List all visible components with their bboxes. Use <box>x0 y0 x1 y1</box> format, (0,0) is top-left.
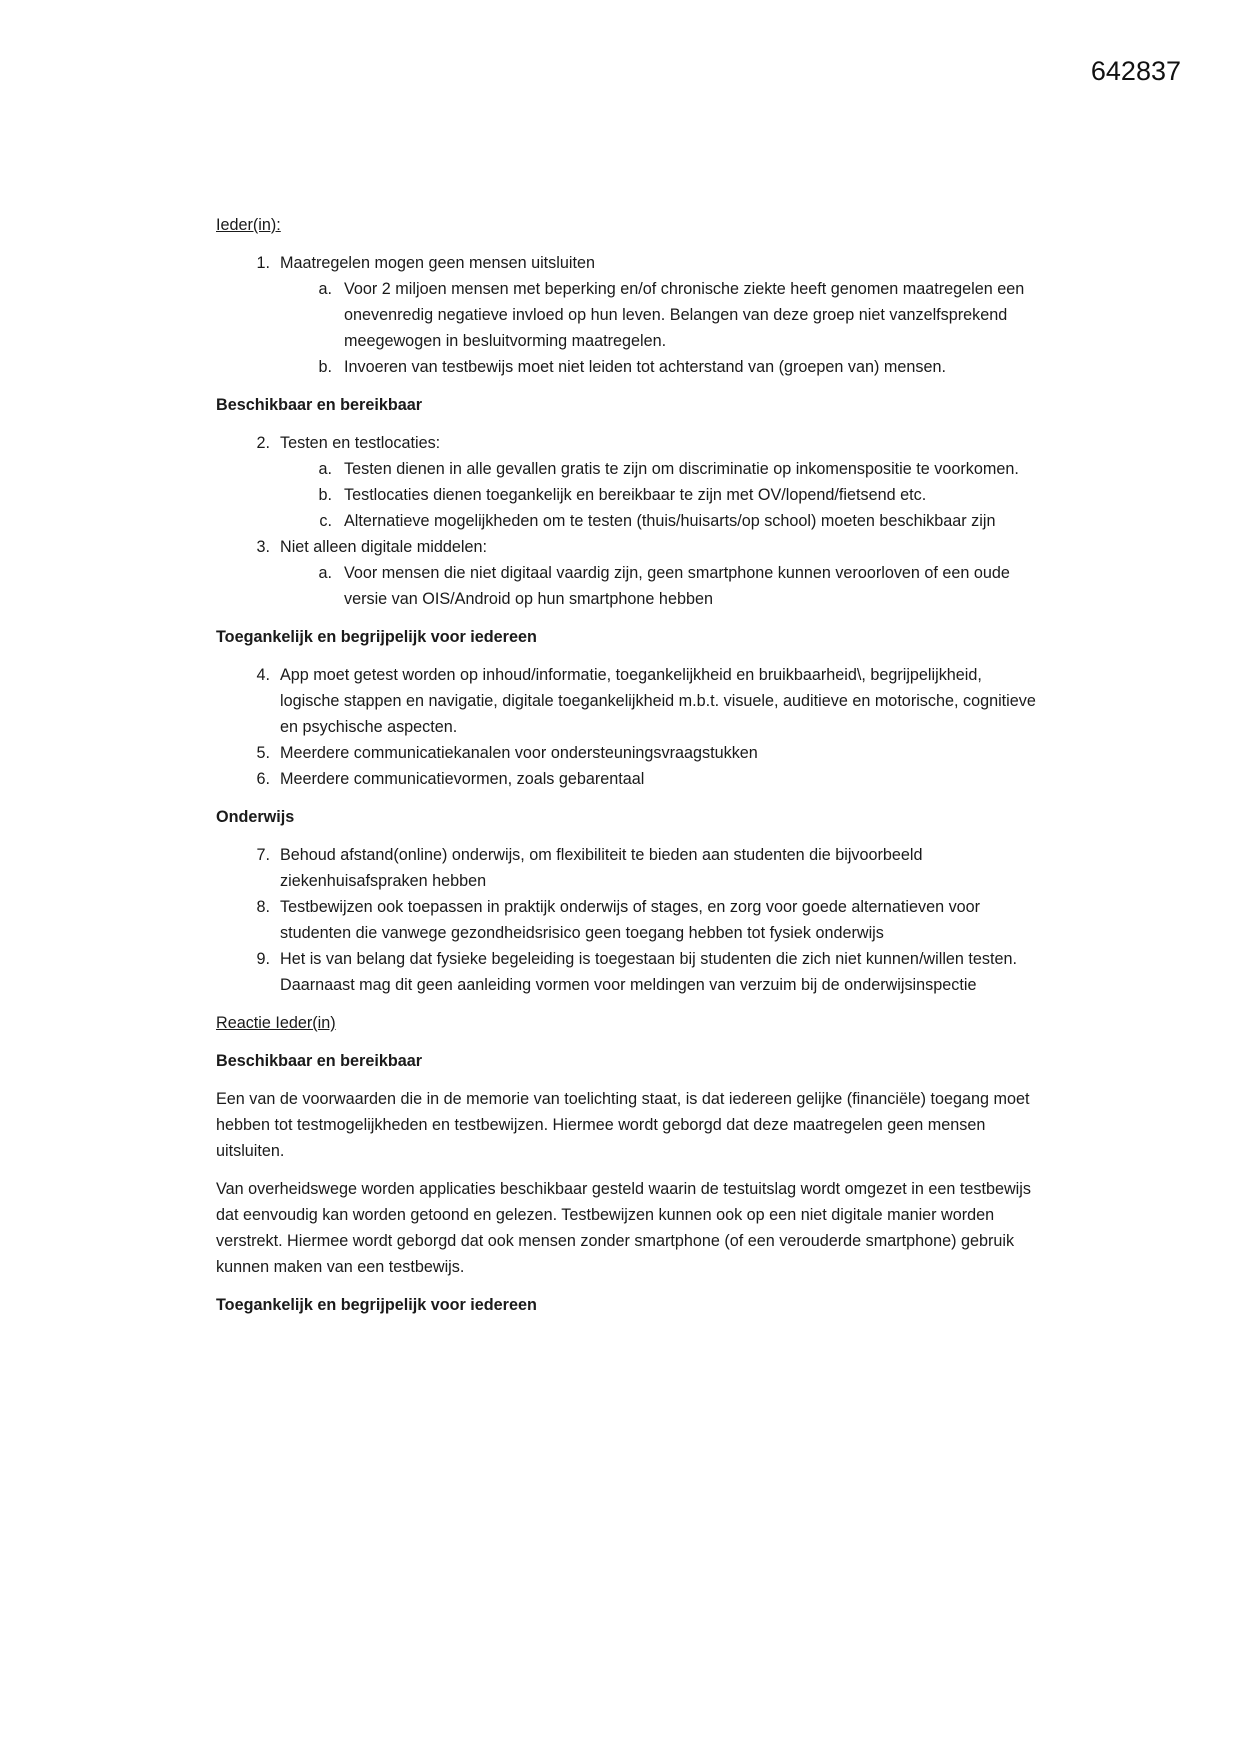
sub-item-2a <box>216 456 1036 482</box>
sub-item-text: Testen dienen in alle gevallen gratis te zijn om discriminatie op inkomenspositie te voorkomen. <box>344 460 1019 478</box>
list-toegankelijk <box>216 662 1036 792</box>
heading-reactie-toegankelijk: Toegankelijk en begrijpelijk voor iedereen <box>216 1296 537 1314</box>
list-item-1 <box>216 250 1036 276</box>
sub-item-text: Alternatieve mogelijkheden om te testen (thuis/huisarts/op school) moeten beschikbaar zijn <box>344 512 996 530</box>
sub-item-text: Invoeren van testbewijs moet niet leiden tot achterstand van (groepen van) mensen. <box>344 358 946 376</box>
list-item-text: App moet getest worden op inhoud/informatie, toegankelijkheid en bruikbaarheid\, begrijpelijkheid, logische stappen en navigatie, digitale toegankelijkheid m.b.t. visuele, auditieve en motorische, cognitieve en psychische aspecten. <box>280 666 1036 736</box>
list-item-5 <box>216 740 1036 766</box>
list-number: 4. <box>256 666 270 684</box>
list-item-text: Niet alleen digitale middelen: <box>280 538 487 556</box>
list-number: 6. <box>256 770 270 788</box>
sub-letter: b. <box>318 358 332 376</box>
list-item-text: Behoud afstand(online) onderwijs, om flexibiliteit te bieden aan studenten die bijvoorbeeld ziekenhuisafspraken hebben <box>280 846 923 890</box>
list-item-text: Maatregelen mogen geen mensen uitsluiten <box>280 254 595 272</box>
paragraph-applicaties: Van overheidswege worden applicaties beschikbaar gesteld waarin de testuitslag wordt omgezet in een testbewijs dat eenvoudig kan worden getoond en gelezen. Testbewijzen kunnen ook op een niet digitale manier worden verstrekt. Hiermee wordt geborgd dat ook mensen zonder smartphone (of een verouderde smartphone) gebruik kunnen maken van een testbewijs. <box>216 1180 1031 1276</box>
heading-toegankelijk: Toegankelijk en begrijpelijk voor iedereen <box>216 628 537 646</box>
list-number: 8. <box>256 898 270 916</box>
list-item-text: Testen en testlocaties: <box>280 434 441 452</box>
document-number: 642837 <box>1090 56 1181 86</box>
heading-beschikbaar: Beschikbaar en bereikbaar <box>216 396 423 414</box>
sub-item-text: Testlocaties dienen toegankelijk en bereikbaar te zijn met OV/lopend/fietsend etc. <box>344 486 927 504</box>
sub-letter: c. <box>319 512 332 530</box>
sub-letter: a. <box>318 280 332 298</box>
sub-item-2c <box>216 508 1036 534</box>
list-number: 1. <box>256 254 270 272</box>
sub-item-text: Voor mensen die niet digitaal vaardig zijn, geen smartphone kunnen veroorloven of een oude versie van OIS/Android op hun smartphone hebben <box>344 564 1010 608</box>
list-number: 7. <box>256 846 270 864</box>
sub-item-text: Voor 2 miljoen mensen met beperking en/of chronische ziekte heeft genomen maatregelen een onevenredig negatieve invloed op hun leven. Belangen van deze groep niet vanzelfsprekend meegewogen in besluitvorming maatregelen. <box>344 280 1025 350</box>
list-item-text: Meerdere communicatievormen, zoals gebarentaal <box>280 770 645 788</box>
sub-item-1b <box>216 354 1036 380</box>
list-item-2 <box>216 430 1036 456</box>
list-item-text: Meerdere communicatiekanalen voor ondersteuningsvraagstukken <box>280 744 758 762</box>
sub-item-3a <box>216 560 1036 612</box>
list-maatregelen <box>216 250 1036 380</box>
list-item-8 <box>216 894 1036 946</box>
list-item-3 <box>216 534 1036 560</box>
list-item-6 <box>216 766 1036 792</box>
heading-reactie-iederin: Reactie Ieder(in) <box>216 1014 336 1032</box>
list-item-4 <box>216 662 1036 740</box>
list-item-text: Het is van belang dat fysieke begeleiding is toegestaan bij studenten die zich niet kunnen/willen testen. Daarnaast mag dit geen aanleiding vormen voor meldingen van verzuim bij de onderwijsinspectie <box>280 950 1018 994</box>
document-body <box>216 212 1036 1330</box>
sub-item-1a <box>216 276 1036 354</box>
paragraph-voorwaarden: Een van de voorwaarden die in de memorie van toelichting staat, is dat iedereen gelijke (financiële) toegang moet hebben tot testmogelijkheden en testbewijzen. Hiermee wordt geborgd dat deze maatregelen geen mensen uitsluiten. <box>216 1090 1030 1160</box>
list-number: 2. <box>256 434 270 452</box>
list-item-7 <box>216 842 1036 894</box>
sub-letter: b. <box>318 486 332 504</box>
sub-letter: a. <box>318 460 332 478</box>
heading-iederin: Ieder(in): <box>216 216 281 234</box>
heading-reactie-beschikbaar: Beschikbaar en bereikbaar <box>216 1052 423 1070</box>
sub-item-2b <box>216 482 1036 508</box>
list-beschikbaar <box>216 430 1036 612</box>
list-number: 9. <box>256 950 270 968</box>
list-item-9 <box>216 946 1036 998</box>
sub-letter: a. <box>318 564 332 582</box>
list-item-text: Testbewijzen ook toepassen in praktijk onderwijs of stages, en zorg voor goede alternatieven voor studenten die vanwege gezondheidsrisico geen toegang hebben tot fysiek onderwijs <box>280 898 981 942</box>
list-number: 3. <box>256 538 270 556</box>
heading-onderwijs: Onderwijs <box>216 808 295 826</box>
list-onderwijs <box>216 842 1036 998</box>
list-number: 5. <box>256 744 270 762</box>
